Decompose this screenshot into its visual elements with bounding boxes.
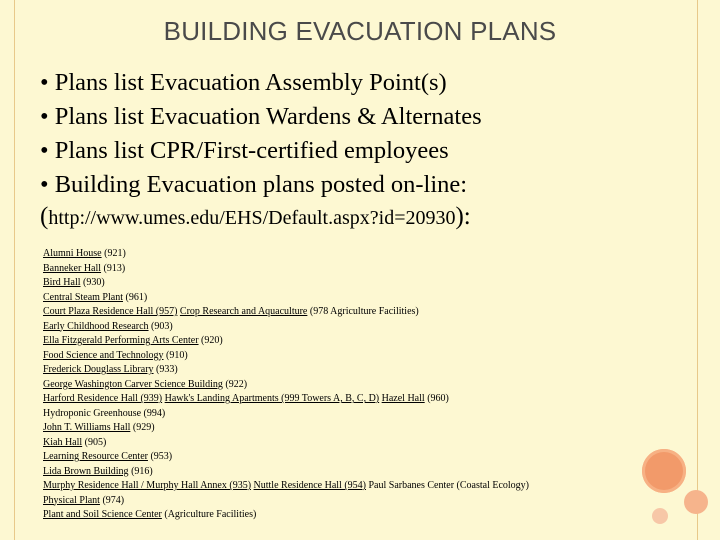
building-link[interactable]: Early Childhood Research bbox=[43, 320, 149, 332]
building-row bbox=[43, 349, 663, 364]
building-code: (978 Agriculture Facilities) bbox=[307, 306, 419, 317]
building-row bbox=[43, 421, 663, 436]
bullet-item: • Plans list CPR/First-certified employees bbox=[40, 137, 449, 164]
building-link[interactable]: Harford Residence Hall (939) bbox=[43, 393, 163, 404]
building-row bbox=[43, 378, 663, 393]
decorative-circle-medium bbox=[684, 490, 708, 514]
building-text: Hydroponic Greenhouse (994) bbox=[43, 407, 166, 419]
building-link[interactable]: Banneker Hall bbox=[43, 262, 102, 274]
plans-url-line bbox=[40, 203, 471, 231]
building-code: (Agriculture Facilities) bbox=[161, 509, 257, 520]
building-row bbox=[43, 392, 663, 407]
building-code: (933) bbox=[153, 364, 178, 375]
building-link[interactable]: Physical Plant bbox=[43, 494, 100, 506]
building-row bbox=[43, 247, 663, 262]
building-row bbox=[43, 479, 663, 494]
decorative-circle-large bbox=[642, 449, 686, 493]
building-link[interactable]: George Washington Carver Science Building bbox=[43, 378, 223, 390]
bullet-item: • Plans list Evacuation Wardens & Alternates bbox=[40, 103, 482, 130]
building-row bbox=[43, 262, 663, 277]
building-row bbox=[43, 320, 663, 335]
page-title: BUILDING EVACUATION PLANS bbox=[163, 16, 557, 46]
building-code: (921) bbox=[101, 248, 126, 259]
building-code: (905) bbox=[82, 436, 107, 448]
building-link[interactable]: Learning Resource Center bbox=[43, 451, 148, 462]
building-link[interactable]: Frederick Douglass Library bbox=[43, 364, 154, 375]
building-code: (929) bbox=[130, 422, 155, 433]
building-row bbox=[43, 436, 663, 451]
building-row bbox=[43, 465, 663, 480]
building-code: (903) bbox=[148, 320, 173, 332]
building-link[interactable]: Nuttle Residence Hall (954) bbox=[253, 480, 366, 491]
building-row bbox=[43, 276, 663, 291]
building-row bbox=[43, 291, 663, 306]
building-row bbox=[43, 334, 663, 349]
building-row bbox=[43, 407, 663, 422]
building-code: (913) bbox=[101, 262, 126, 274]
bullet-item: • Plans list Evacuation Assembly Point(s) bbox=[40, 69, 447, 96]
building-row bbox=[43, 508, 663, 523]
building-list bbox=[43, 247, 663, 523]
url-open-paren: ( bbox=[40, 203, 49, 230]
building-link[interactable]: Hawk's Landing Apartments (999 Towers A, B, C, D) bbox=[164, 393, 380, 404]
bullet-list bbox=[40, 66, 680, 202]
bullet-item: • Building Evacuation plans posted on-line: bbox=[40, 171, 468, 198]
url-close-paren: ): bbox=[455, 203, 471, 230]
plans-url[interactable]: http://www.umes.edu/EHS/Default.aspx?id=20930 bbox=[48, 207, 456, 229]
building-row bbox=[43, 305, 663, 320]
building-link[interactable]: Ella Fitzgerald Performing Arts Center bbox=[43, 335, 199, 346]
building-code: (910) bbox=[163, 349, 188, 361]
building-row bbox=[43, 450, 663, 465]
building-code: (960) bbox=[424, 393, 449, 404]
building-link[interactable]: Food Science and Technology bbox=[43, 349, 164, 361]
building-link[interactable]: Plant and Soil Science Center bbox=[43, 509, 162, 520]
building-code: (922) bbox=[222, 378, 248, 390]
building-link[interactable]: Alumni House bbox=[43, 248, 102, 259]
building-link[interactable]: Bird Hall bbox=[43, 277, 81, 288]
building-code: (916) bbox=[128, 465, 153, 477]
building-link[interactable]: Kiah Hall bbox=[43, 436, 83, 448]
building-link[interactable]: Murphy Residence Hall / Murphy Hall Annex (935) bbox=[43, 480, 252, 491]
decorative-circle-small bbox=[652, 508, 668, 524]
building-code: (920) bbox=[198, 335, 223, 346]
building-link[interactable]: Lida Brown Building bbox=[43, 465, 129, 477]
building-row bbox=[43, 494, 663, 509]
building-code: (974) bbox=[99, 494, 125, 506]
building-code: (961) bbox=[123, 291, 148, 303]
building-link[interactable]: Court Plaza Residence Hall (957) bbox=[43, 306, 178, 317]
building-code: (953) bbox=[147, 451, 173, 462]
building-link[interactable]: John T. Williams Hall bbox=[43, 422, 131, 433]
building-link[interactable]: Hazel Hall bbox=[381, 393, 425, 404]
building-link[interactable]: Central Steam Plant bbox=[43, 291, 123, 303]
building-row bbox=[43, 363, 663, 378]
building-link[interactable]: Crop Research and Aquaculture bbox=[179, 306, 308, 317]
building-code: (930) bbox=[80, 277, 105, 288]
building-code: Paul Sarbanes Center (Coastal Ecology) bbox=[366, 480, 530, 491]
